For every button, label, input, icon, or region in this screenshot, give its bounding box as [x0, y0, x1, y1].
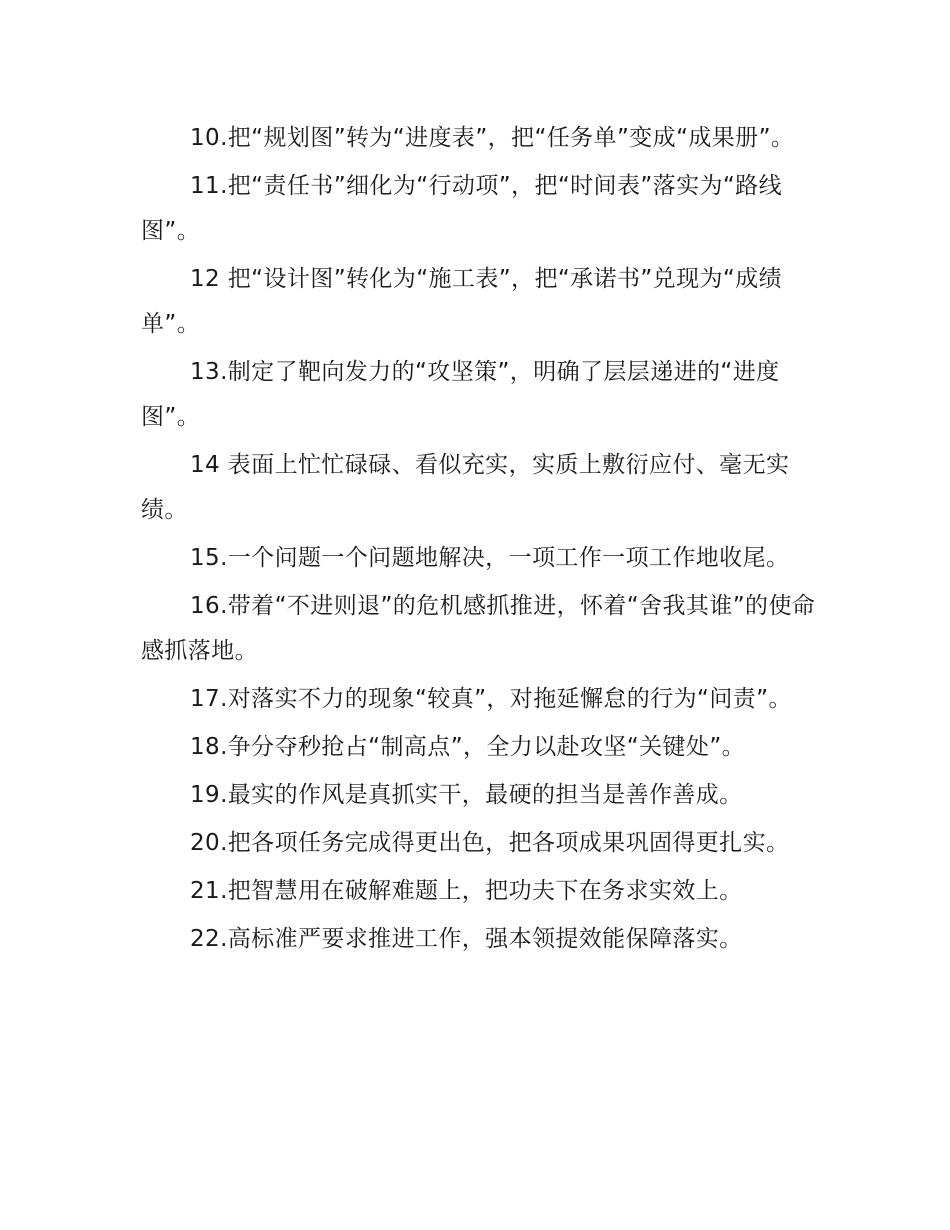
paragraph-10: 10.把“规划图”转为“进度表”，把“任务单”变成“成果册”。 [190, 125, 795, 151]
paragraph-13: 13.制定了靶向发力的“攻坚策”，明确了层层递进的“进度图”。 [141, 359, 780, 430]
paragraph-15: 15.一个问题一个问题地解决，一项工作一项工作地收尾。 [190, 545, 790, 571]
paragraph-20: 20.把各项任务完成得更出色，把各项成果巩固得更扎实。 [190, 830, 790, 856]
paragraph-18: 18.争分夺秒抢占“制高点”，全力以赴攻坚“关键处”。 [190, 734, 746, 760]
paragraph-16: 16.带着“不进则退”的危机感抓推进，怀着“舍我其谁”的使命感抓落地。 [141, 593, 816, 664]
paragraph-12: 12 把“设计图”转化为“施工表”，把“承诺书”兑现为“成绩单”。 [141, 266, 782, 337]
paragraph-11: 11.把“责任书”细化为“行动项”，把“时间表”落实为“路线图”。 [141, 173, 782, 244]
paragraph-21: 21.把智慧用在破解难题上，把功夫下在务求实效上。 [190, 878, 743, 904]
paragraph-14: 14 表面上忙忙碌碌、看似充实，实质上敷衍应付、毫无实绩。 [141, 452, 790, 523]
paragraph-17: 17.对落实不力的现象“较真”，对拖延懈怠的行为“问责”。 [190, 686, 792, 712]
paragraph-22: 22.高标准严要求推进工作，强本领提效能保障落实。 [190, 926, 743, 952]
document-body [141, 116, 821, 965]
paragraph-19: 19.最实的作风是真抓实干，最硬的担当是善作善成。 [190, 782, 743, 808]
